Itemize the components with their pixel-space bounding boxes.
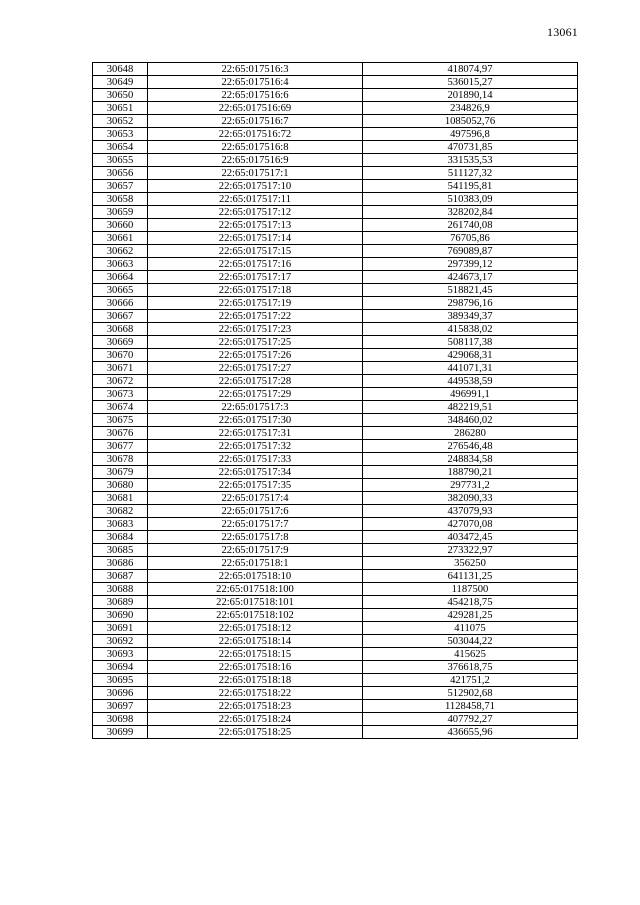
row-number-cell: 30659 (93, 206, 148, 219)
cadastral-value-cell: 503044,22 (363, 635, 578, 648)
row-number-cell: 30654 (93, 141, 148, 154)
table-row (93, 388, 578, 401)
table-row (93, 557, 578, 570)
table-row (93, 453, 578, 466)
table-body (93, 63, 578, 739)
page-number: 13061 (547, 25, 578, 39)
cadastral-value-cell: 1187500 (363, 583, 578, 596)
row-number-cell: 30682 (93, 505, 148, 518)
cadastral-number-cell: 22:65:017517:4 (148, 492, 363, 505)
cadastral-value-cell: 470731,85 (363, 141, 578, 154)
row-number-cell: 30648 (93, 63, 148, 76)
row-number-cell: 30667 (93, 310, 148, 323)
cadastral-number-cell: 22:65:017516:3 (148, 63, 363, 76)
cadastral-number-cell: 22:65:017517:9 (148, 544, 363, 557)
cadastral-number-cell: 22:65:017517:35 (148, 479, 363, 492)
table-row (93, 414, 578, 427)
cadastral-number-cell: 22:65:017517:28 (148, 375, 363, 388)
cadastral-number-cell: 22:65:017518:25 (148, 726, 363, 739)
cadastral-value-cell: 276546,48 (363, 440, 578, 453)
cadastral-value-cell: 389349,37 (363, 310, 578, 323)
cadastral-number-cell: 22:65:017517:14 (148, 232, 363, 245)
row-number-cell: 30660 (93, 219, 148, 232)
table-row (93, 284, 578, 297)
cadastral-number-cell: 22:65:017516:8 (148, 141, 363, 154)
table-row (93, 141, 578, 154)
cadastral-number-cell: 22:65:017517:26 (148, 349, 363, 362)
row-number-cell: 30680 (93, 479, 148, 492)
table-row (93, 180, 578, 193)
table-row (93, 349, 578, 362)
table-row (93, 76, 578, 89)
row-number-cell: 30699 (93, 726, 148, 739)
cadastral-value-cell: 234826,9 (363, 102, 578, 115)
cadastral-value-cell: 376618,75 (363, 661, 578, 674)
row-number-cell: 30658 (93, 193, 148, 206)
row-number-cell: 30698 (93, 713, 148, 726)
cadastral-value-cell: 449538,59 (363, 375, 578, 388)
cadastral-value-cell: 418074,97 (363, 63, 578, 76)
row-number-cell: 30693 (93, 648, 148, 661)
cadastral-number-cell: 22:65:017518:24 (148, 713, 363, 726)
table-row (93, 583, 578, 596)
cadastral-number-cell: 22:65:017516:6 (148, 89, 363, 102)
row-number-cell: 30690 (93, 609, 148, 622)
cadastral-number-cell: 22:65:017516:7 (148, 115, 363, 128)
cadastral-value-cell: 441071,31 (363, 362, 578, 375)
table-row (93, 479, 578, 492)
table-row (93, 245, 578, 258)
cadastral-number-cell: 22:65:017517:10 (148, 180, 363, 193)
cadastral-value-cell: 76705,86 (363, 232, 578, 245)
table-row (93, 570, 578, 583)
cadastral-value-cell: 512902,68 (363, 687, 578, 700)
cadastral-value-cell: 541195,81 (363, 180, 578, 193)
row-number-cell: 30652 (93, 115, 148, 128)
row-number-cell: 30683 (93, 518, 148, 531)
cadastral-value-cell: 273322,97 (363, 544, 578, 557)
row-number-cell: 30661 (93, 232, 148, 245)
row-number-cell: 30677 (93, 440, 148, 453)
table-row (93, 154, 578, 167)
cadastral-value-cell: 411075 (363, 622, 578, 635)
table-row (93, 271, 578, 284)
cadastral-value-cell: 436655,96 (363, 726, 578, 739)
table-row (93, 401, 578, 414)
row-number-cell: 30689 (93, 596, 148, 609)
cadastral-value-cell: 297399,12 (363, 258, 578, 271)
table-row (93, 427, 578, 440)
cadastral-number-cell: 22:65:017517:27 (148, 362, 363, 375)
cadastral-number-cell: 22:65:017517:15 (148, 245, 363, 258)
cadastral-number-cell: 22:65:017517:23 (148, 323, 363, 336)
table-row (93, 102, 578, 115)
row-number-cell: 30670 (93, 349, 148, 362)
table-row (93, 609, 578, 622)
cadastral-number-cell: 22:65:017517:22 (148, 310, 363, 323)
table-row (93, 518, 578, 531)
cadastral-number-cell: 22:65:017518:10 (148, 570, 363, 583)
cadastral-number-cell: 22:65:017517:11 (148, 193, 363, 206)
row-number-cell: 30688 (93, 583, 148, 596)
row-number-cell: 30676 (93, 427, 148, 440)
cadastral-value-cell: 356250 (363, 557, 578, 570)
cadastral-number-cell: 22:65:017517:34 (148, 466, 363, 479)
table-row (93, 297, 578, 310)
row-number-cell: 30686 (93, 557, 148, 570)
table-row (93, 687, 578, 700)
row-number-cell: 30675 (93, 414, 148, 427)
cadastral-value-cell: 297731,2 (363, 479, 578, 492)
cadastral-value-cell: 536015,27 (363, 76, 578, 89)
row-number-cell: 30653 (93, 128, 148, 141)
cadastral-value-cell: 421751,2 (363, 674, 578, 687)
table-row (93, 63, 578, 76)
table-row (93, 726, 578, 739)
row-number-cell: 30650 (93, 89, 148, 102)
cadastral-number-cell: 22:65:017517:31 (148, 427, 363, 440)
row-number-cell: 30674 (93, 401, 148, 414)
row-number-cell: 30657 (93, 180, 148, 193)
row-number-cell: 30649 (93, 76, 148, 89)
row-number-cell: 30672 (93, 375, 148, 388)
table-row (93, 167, 578, 180)
table-row (93, 258, 578, 271)
cadastral-number-cell: 22:65:017518:1 (148, 557, 363, 570)
cadastral-value-cell: 497596,8 (363, 128, 578, 141)
table-row (93, 310, 578, 323)
row-number-cell: 30668 (93, 323, 148, 336)
cadastral-value-cell: 415625 (363, 648, 578, 661)
row-number-cell: 30692 (93, 635, 148, 648)
cadastral-value-cell: 298796,16 (363, 297, 578, 310)
row-number-cell: 30663 (93, 258, 148, 271)
cadastral-value-cell: 328202,84 (363, 206, 578, 219)
table-row (93, 635, 578, 648)
cadastral-value-cell: 427070,08 (363, 518, 578, 531)
table-row (93, 713, 578, 726)
table-row (93, 544, 578, 557)
table-row (93, 336, 578, 349)
cadastral-number-cell: 22:65:017517:25 (148, 336, 363, 349)
row-number-cell: 30684 (93, 531, 148, 544)
table-row (93, 115, 578, 128)
cadastral-value-cell: 482219,51 (363, 401, 578, 414)
cadastral-number-cell: 22:65:017517:16 (148, 258, 363, 271)
cadastral-number-cell: 22:65:017516:72 (148, 128, 363, 141)
cadastral-number-cell: 22:65:017518:23 (148, 700, 363, 713)
cadastral-number-cell: 22:65:017517:6 (148, 505, 363, 518)
row-number-cell: 30685 (93, 544, 148, 557)
row-number-cell: 30697 (93, 700, 148, 713)
table-row (93, 323, 578, 336)
row-number-cell: 30695 (93, 674, 148, 687)
row-number-cell: 30665 (93, 284, 148, 297)
cadastral-value-cell: 437079,93 (363, 505, 578, 518)
table-row (93, 622, 578, 635)
table-row (93, 466, 578, 479)
row-number-cell: 30662 (93, 245, 148, 258)
cadastral-number-cell: 22:65:017518:12 (148, 622, 363, 635)
cadastral-value-cell: 201890,14 (363, 89, 578, 102)
cadastral-value-cell: 510383,09 (363, 193, 578, 206)
table-row (93, 596, 578, 609)
table-row (93, 505, 578, 518)
table-row (93, 89, 578, 102)
row-number-cell: 30666 (93, 297, 148, 310)
cadastral-number-cell: 22:65:017517:18 (148, 284, 363, 297)
row-number-cell: 30696 (93, 687, 148, 700)
cadastral-number-cell: 22:65:017518:102 (148, 609, 363, 622)
row-number-cell: 30681 (93, 492, 148, 505)
row-number-cell: 30678 (93, 453, 148, 466)
cadastral-value-cell: 407792,27 (363, 713, 578, 726)
cadastral-number-cell: 22:65:017517:17 (148, 271, 363, 284)
cadastral-number-cell: 22:65:017517:32 (148, 440, 363, 453)
cadastral-value-cell: 454218,75 (363, 596, 578, 609)
cadastral-value-cell: 331535,53 (363, 154, 578, 167)
row-number-cell: 30687 (93, 570, 148, 583)
cadastral-value-cell: 429068,31 (363, 349, 578, 362)
table-row (93, 648, 578, 661)
cadastral-value-cell: 429281,25 (363, 609, 578, 622)
cadastral-number-cell: 22:65:017517:30 (148, 414, 363, 427)
cadastral-value-cell: 188790,21 (363, 466, 578, 479)
cadastral-number-cell: 22:65:017517:3 (148, 401, 363, 414)
cadastral-value-cell: 1085052,76 (363, 115, 578, 128)
row-number-cell: 30651 (93, 102, 148, 115)
cadastral-number-cell: 22:65:017517:7 (148, 518, 363, 531)
cadastral-value-cell: 496991,1 (363, 388, 578, 401)
cadastral-number-cell: 22:65:017517:33 (148, 453, 363, 466)
cadastral-number-cell: 22:65:017516:4 (148, 76, 363, 89)
table-row (93, 193, 578, 206)
cadastral-number-cell: 22:65:017517:19 (148, 297, 363, 310)
cadastral-number-cell: 22:65:017516:9 (148, 154, 363, 167)
row-number-cell: 30669 (93, 336, 148, 349)
table-row (93, 661, 578, 674)
table-row (93, 206, 578, 219)
cadastral-value-cell: 508117,38 (363, 336, 578, 349)
table-row (93, 219, 578, 232)
row-number-cell: 30691 (93, 622, 148, 635)
table-row (93, 531, 578, 544)
cadastral-value-cell: 248834,58 (363, 453, 578, 466)
table-row (93, 128, 578, 141)
cadastral-number-cell: 22:65:017518:100 (148, 583, 363, 596)
cadastral-number-cell: 22:65:017517:29 (148, 388, 363, 401)
cadastral-number-cell: 22:65:017518:14 (148, 635, 363, 648)
row-number-cell: 30694 (93, 661, 148, 674)
row-number-cell: 30655 (93, 154, 148, 167)
cadastral-number-cell: 22:65:017518:16 (148, 661, 363, 674)
cadastral-value-cell: 511127,32 (363, 167, 578, 180)
table-row (93, 674, 578, 687)
cadastral-number-cell: 22:65:017517:8 (148, 531, 363, 544)
row-number-cell: 30664 (93, 271, 148, 284)
cadastral-number-cell: 22:65:017518:22 (148, 687, 363, 700)
cadastral-value-cell: 261740,08 (363, 219, 578, 232)
cadastral-value-cell: 518821,45 (363, 284, 578, 297)
cadastral-number-cell: 22:65:017518:101 (148, 596, 363, 609)
table-row (93, 700, 578, 713)
cadastral-value-cell: 403472,45 (363, 531, 578, 544)
row-number-cell: 30656 (93, 167, 148, 180)
cadastral-value-cell: 348460,02 (363, 414, 578, 427)
cadastral-value-cell: 641131,25 (363, 570, 578, 583)
cadastral-value-cell: 382090,33 (363, 492, 578, 505)
cadastral-value-cell: 769089,87 (363, 245, 578, 258)
table-row (93, 492, 578, 505)
cadastral-number-cell: 22:65:017518:18 (148, 674, 363, 687)
table-row (93, 362, 578, 375)
cadastral-number-cell: 22:65:017517:13 (148, 219, 363, 232)
row-number-cell: 30679 (93, 466, 148, 479)
cadastral-value-cell: 415838,02 (363, 323, 578, 336)
row-number-cell: 30673 (93, 388, 148, 401)
cadastral-number-cell: 22:65:017516:69 (148, 102, 363, 115)
cadastral-value-cell: 286280 (363, 427, 578, 440)
row-number-cell: 30671 (93, 362, 148, 375)
cadastral-value-cell: 1128458,71 (363, 700, 578, 713)
cadastral-number-cell: 22:65:017518:15 (148, 648, 363, 661)
table-row (93, 440, 578, 453)
table-row (93, 375, 578, 388)
cadastral-number-cell: 22:65:017517:12 (148, 206, 363, 219)
cadastral-number-cell: 22:65:017517:1 (148, 167, 363, 180)
cadastral-value-table (92, 62, 578, 739)
table-row (93, 232, 578, 245)
cadastral-value-cell: 424673,17 (363, 271, 578, 284)
